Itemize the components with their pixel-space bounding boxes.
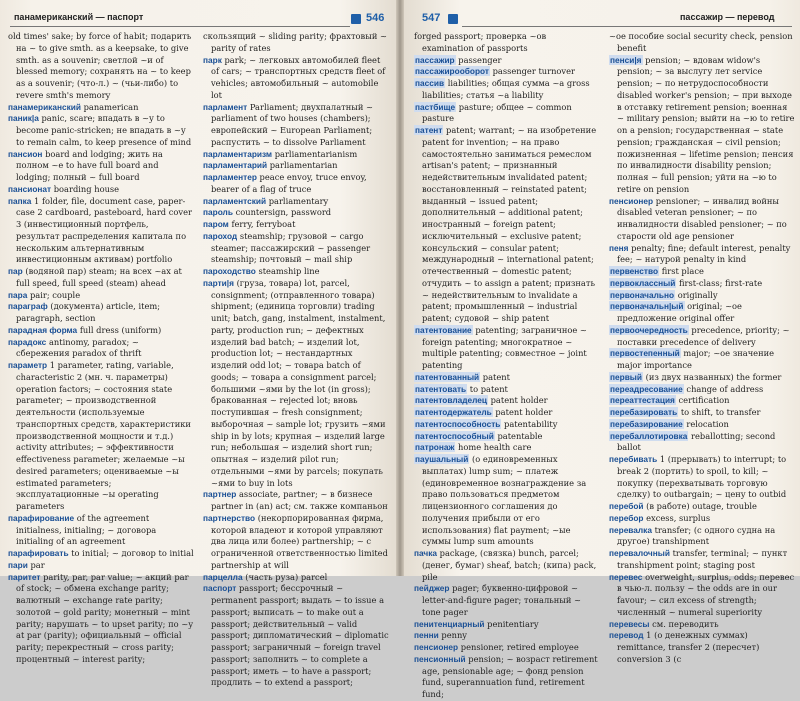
entry-headword: пенитенциарный [414,618,485,629]
dictionary-entry [414,642,600,654]
dictionary-entry [8,184,194,196]
entry-headword: парламент [203,101,248,112]
dictionary-entry [203,219,389,231]
entry-definition: patent holder [495,407,553,417]
entry-definition: penitentiary [487,618,539,629]
dictionary-entry [609,301,795,325]
dictionary-entry [203,149,389,161]
entry-headword: патентодержатель [415,407,492,417]
entry-definition: to initial; ~ договор to initial [71,548,194,558]
entry-headword: перебивать [609,454,658,464]
left-running-header: панамериканский — паспорт [14,12,144,22]
entry-headword: патронаж [415,442,455,453]
dictionary-entry [609,372,795,384]
dictionary-entry [8,102,194,114]
entry-headword: парадная форма [8,324,78,335]
entry-headword: парафирование [8,512,75,523]
entry-definition: patent holder [490,395,548,406]
dictionary-entry [414,55,600,67]
dictionary-entry [609,243,795,267]
left-column-2 [203,31,389,689]
dictionary-entry [609,395,795,407]
dictionary-entry [8,337,194,361]
entry-headword: паник|а [8,113,39,124]
entry-definition: см. переводить [652,618,719,629]
dictionary-entry [203,31,389,55]
entry-definition: (часть руза) parcel [245,571,328,582]
entry-definition: transfer; (с одного судна на другое) transhipment [617,524,776,547]
entry-headword: патентовладелец [415,395,487,406]
entry-definition: parity, par, par value; ~ акций par of stock; ~ обмена exchange parity; валютный ~ exchange rate parity; золотой ~ gold parity; монетный ~ mint parity; нарушать ~ to upset parity; по ~у at par (parity); официальный ~ official parity; перекрестный ~ cross parity; процентный ~ interest parity; [16,571,194,664]
entry-headword: парламентарий [203,160,268,171]
entry-definition: pasture; общее ~ common pasture [422,101,572,124]
entry-headword: пенсионный [414,653,466,664]
dictionary-entry [414,102,600,126]
entry-definition: first place [661,266,704,276]
entry-definition: (груза, товара) lot, parcel, consignment; (отправленного товара) shipment; (единица торговли) trading unit; batch, gang, instalment, instalment, party, production run; ~ дефектных изделий bad batch; ~ изделий lot, production lot; ~ нестандартных изделий odd lot; ~ товара batch of goods; ~ товара a consignment parcel; большими ~ями by the lot (in gross); бракованная ~ rejected lot; вновь поступившая ~ fresh consignment; выборочная ~ sample lot; грузить ~ями ship in by lots; крупная ~ изделий large run; небольшая ~ изделий short run; опытная ~ изделий pilot run; отдельными ~ями by parcels; покупать ~ями to buy in lots [211,277,386,488]
entry-headword: патентоспособность [415,418,501,429]
right-running-header: пассажир — перевод [680,12,775,22]
entry-definition: pension; ~ вдовам widow's pension; ~ за выслугу лет service pension; ~ по нетрудоспособности disabled worker's pension; ~ при выходе в отставку retirement pension; военная ~ military pension; выйти на ~ю to retire on a pension; государственная ~ state pension; гражданская ~ civil pension; пожизненная ~ lifetime pension; пенсия по инвалидности disability pension; полная ~ full pension; уйти на ~ю to retire on pension [617,54,795,194]
dictionary-entry [414,407,600,419]
dictionary-entry [203,55,389,102]
dictionary-entry [203,231,389,266]
right-column-2 [609,31,795,666]
dictionary-entry [414,630,600,642]
entry-headword: пеня [609,242,629,253]
entry-definition: passport; бессрочный ~ permanent passport; выдать ~ to issue a passport; выписать ~ to make out a passport; действительный ~ valid passport; дипломатический ~ diplomatic passport; заграничный ~ foreign travel passport; заполнить ~ to complete a passport; иметь ~ to have a passport; продлить ~ to extend a passport; [211,583,389,688]
book-gutter [396,0,404,576]
entry-definition: package, (связка) bunch, parcel; (денег, бумаг) sheaf, batch; (кипа) pack, pile [422,548,597,582]
entry-headword: патентование [415,324,472,335]
dictionary-entry [609,31,795,55]
entry-headword: пансион [8,148,43,159]
dictionary-entry [609,290,795,302]
entry-definition: 1 folder, file, document case, paper-case 2 cardboard, pasteboard, hard cover 3 (инвестиционный портфель, результат распределения капитала по нескольким альтернативным инвестиционным активам) portfolio [16,195,192,265]
dictionary-entry [609,454,795,501]
dictionary-entry [8,572,194,666]
entry-definition: to patent [469,383,508,394]
entry-definition: penny [441,630,467,641]
right-page [400,0,800,699]
dictionary-entry [414,395,600,407]
entry-definition: home health care [457,442,532,453]
entry-headword: патент [415,125,443,135]
header-rule [10,26,350,27]
entry-definition: ferry, ferryboat [231,219,296,229]
dictionary-entry [609,196,795,243]
entry-definition: pension; ~ возраст retirement age, pensionable age; ~ фонд pension fund, superannuation fund, retirement fund; [422,653,598,699]
dictionary-entry [203,489,389,513]
dictionary-entry [609,419,795,431]
entry-definition: associate, partner; ~ в бизнесе partner in (an) act; см. также компаньон [211,489,388,511]
dictionary-entry [414,325,600,372]
dictionary-entry [8,31,194,102]
entry-definition: pair; couple [29,289,81,300]
dictionary-entry [203,513,389,572]
entry-definition: overweight, surplus, odds; перевес в чью-л. пользу ~ the odds are in our favour; ~ сил excess of strength; численный ~ numeral superiority [617,571,795,617]
entry-definition: скользящий ~ sliding parity; фрахтовый ~ parity of rates [203,31,387,53]
dictionary-entry [203,278,389,490]
right-column-1 [414,31,600,701]
entry-definition: pensioner; ~ инвалид войны disabled veteran pensioner; ~ по инвалидности disabled pensioner; ~ по старости old age pensioner [617,195,787,241]
dictionary-entry [609,548,795,572]
entry-headword: переадресование [610,383,683,394]
entry-definition: board and lodging; жить на полном ~е to have full board and lodging; полный ~ full board [16,148,163,182]
entry-definition: (в работе) outage, trouble [646,501,757,511]
dictionary-entry [609,55,795,196]
dictionary-entry [414,654,600,701]
dictionary-entry [414,66,600,78]
entry-headword: перевес [609,571,643,582]
entry-headword: пассив [415,78,445,88]
entry-definition: pager; буквенно-цифровой ~ letter-and-figure pager; тональный ~ tone pager [422,583,581,617]
entry-headword: переаттестация [610,395,675,406]
dictionary-entry [414,419,600,431]
left-page-number: 546 [366,12,385,24]
dictionary-entry [203,266,389,278]
entry-definition: old times' sake; by force of habit; подарить на ~ to give smth. as a keepsake, to give smth. as a souvenir; светлой ~и of blessed memory; сохранять на ~ to keep as a souvenir; (что-л.) ~ (чьи-либо) to revere smth's memory [8,31,192,100]
dictionary-entry [609,278,795,290]
entry-headword: папка [8,195,32,206]
entry-headword: пароль [203,207,233,218]
entry-headword: параграф [8,301,48,312]
entry-definition: passenger turnover [492,66,575,77]
entry-definition: steamship; грузовой ~ cargo steamer; пассажирский ~ passenger steamship; почтовый ~ mail ship [211,230,371,265]
dictionary-entry [203,196,389,208]
entry-headword: пенсионер [609,195,654,206]
entry-headword: партнер [203,489,237,500]
dictionary-entry [609,630,795,665]
entry-definition: park; ~ легковых автомобилей fleet of cars; ~ транспортных средств fleet of vehicles; автомобильный ~ automobile lot [211,54,386,100]
entry-definition: to shift, to transfer [680,407,761,417]
dictionary-entry [8,513,194,548]
entry-headword: паушальный [415,454,469,464]
entry-definition: parliamentarian [269,160,338,171]
entry-definition: ~ое пособие social security check, pension benefit [609,31,793,53]
entry-headword: перевалочный [609,548,670,558]
dictionary-entry [609,619,795,631]
entry-definition: panamerican [83,101,139,112]
entry-definition: parliamentary [268,195,329,206]
entry-definition: full dress (uniform) [79,324,162,335]
entry-headword: пансионат [8,183,52,194]
entry-definition: precedence, priority; ~ поставки precedence of delivery [617,324,790,347]
dictionary-entry [414,31,600,55]
dictionary-entry [609,513,795,525]
dictionary-entry [8,360,194,513]
entry-headword: пенсионер [414,642,459,652]
dictionary-entry [414,583,600,618]
dictionary-entry [8,325,194,337]
entry-definition: patent [482,371,510,382]
entry-definition: Parliament; двухпалатный ~ parliament of two houses (chambers); европейский ~ European Parliament; распустить ~ to dissolve Parliament [211,101,373,147]
entry-definition: of the agreement initialness, initialing; ~ договора initialing of an agreement [16,512,157,547]
entry-headword: пассажирооборот [415,66,489,77]
entry-headword: параметр [8,360,48,370]
entry-headword: парламентский [203,195,267,206]
dictionary-entry [203,172,389,196]
entry-definition: (из двух названных) the former [645,371,782,382]
entry-definition: patenting; заграничное ~ foreign patenting; многократное ~ multiple patenting; совместное ~ joint patenting [422,324,587,370]
entry-headword: парламентер [203,172,257,182]
dictionary-entry [609,572,795,619]
dictionary-entry [609,431,795,455]
dictionary-entry [8,560,194,572]
dictionary-entry [203,572,389,584]
left-page [0,0,400,688]
dictionary-entry [8,548,194,560]
left-column-1 [8,31,194,666]
dictionary-entry [8,301,194,325]
entry-definition: transfer, terminal; ~ пункт transhipment point; staging post [617,548,788,570]
entry-definition: par [30,559,45,570]
entry-headword: первоначальн|ый [610,301,684,312]
entry-headword: пейджер [414,583,450,594]
entry-headword: патентованный [415,371,480,382]
entry-headword: первый [610,371,642,382]
entry-headword: патентовать [415,383,467,394]
entry-headword: первостепенный [610,348,680,359]
entry-headword: патентоспособный [415,430,494,441]
dictionary-entry [414,619,600,631]
dictionary-entry [609,501,795,513]
entry-definition: peace envoy, truce envoy, bearer of a flag of truce [211,172,367,194]
entry-definition: boarding house [53,183,120,194]
entry-headword: перебой [609,501,644,511]
entry-definition: (водяной пар) steam; на всех ~ах at full speed, full speed (steam) ahead [16,266,182,288]
entry-definition: reballotting; second ballot [617,430,776,453]
entry-definition: (документа) article, item; paragraph, section [16,301,161,323]
entry-headword: перебазирование [610,418,683,429]
page-marker-square-icon [351,14,361,24]
entry-definition: 1 parameter, rating, variable, characteristic 2 (мн. ч. параметры) operation factors; ~ состояния state parameter; ~ производственной деятельности (используемые транспортных средств, характеристики производственной мощности и т.д.) activity attributes; ~ эффективности effectiveness parameter; желаемые ~ы desired parameters; оцениваемые ~ы estimated parameters; эксплуатационные ~ы operating parameters [16,360,191,511]
entry-headword: парадокс [8,336,47,347]
entry-definition: passenger [458,54,502,65]
entry-headword: пари [8,559,28,570]
entry-headword: перебаллотировка [610,430,688,441]
entry-definition: change of address [686,383,764,394]
dictionary-entry [8,266,194,290]
dictionary-entry [414,548,600,583]
entry-headword: пара [8,289,28,300]
entry-definition: panic, scare; впадать в ~у to become panic-stricken; не впадать в ~у to remain calm, to keep presence of mind [16,113,192,147]
page-marker-square-icon [448,14,458,24]
entry-definition: 1 (прерывать) to interrupt; to break 2 (портить) to spoil, to kill; ~ покупку (перехватывать торговую сделку) to outbargain; ~ цену to outbid [617,454,787,500]
dictionary-entry [203,583,389,689]
dictionary-entry [8,149,194,184]
dictionary-entry [414,454,600,548]
entry-definition: liabilities; общая сумма ~a gross liabilities; статья ~а liability [422,78,590,100]
entry-definition: patentable [497,430,543,441]
entry-definition: (некорпорированная фирма, которой владеют и которой управляют два лица или более) partnership; ~ с ограниченной ответственностью limited partnership at will [211,512,388,570]
entry-definition: original; ~ое предложение original offer [617,301,742,323]
right-page-number: 547 [422,12,441,24]
dictionary-entry [203,102,389,149]
header-rule [462,26,792,27]
entry-definition: patentability [504,418,558,429]
entry-headword: парафировать [8,548,69,558]
entry-definition: patent; warrant; ~ на изобретение patent for invention; ~ на право самостоятельно заниматься ремеслом artisan's patent; ~ признанный недействительным invalidated patent; восстановленный ~ reinstated patent; выданный ~ issued patent; дополнительный ~ additional patent; иностранный ~ foreign patent; исключительный ~ exclusive patent; консульский ~ consular patent; международный ~ international patent; отечественный ~ domestic patent; отчудить ~ to assign a patent; признать ~ недействительным to invalidate a patent; промышленный ~ industrial patent; судовой ~ ship patent [422,125,597,323]
dictionary-entry [609,348,795,372]
dictionary-entry [609,384,795,396]
entry-headword: паром [203,219,229,229]
entry-definition: parliamentarianism [274,148,358,159]
entry-headword: пастбище [415,101,456,112]
dictionary-entry [414,431,600,443]
entry-definition: steamship line [258,266,320,276]
entry-definition: excess, surplus [646,512,711,523]
entry-definition: originally [677,289,718,300]
entry-headword: перевалка [609,524,652,535]
dictionary-entry [414,384,600,396]
entry-definition: penalty; fine; default interest, penalty fee; ~ натурой penalty in kind [617,242,791,265]
entry-headword: пачка [414,548,438,558]
entry-headword: первоочередность [610,324,688,335]
entry-definition: countersign, password [235,207,332,218]
dictionary-entry [203,207,389,219]
entry-definition: relocation [686,418,729,429]
entry-definition: antinomy, paradox; ~ сбережения paradox of thrift [16,336,142,359]
entry-headword: пароходство [203,266,256,276]
entry-headword: пенси|я [610,54,642,65]
dictionary-entry [609,266,795,278]
entry-definition: first-class; first-rate [678,277,763,288]
dictionary-entry [609,407,795,419]
entry-headword: пар [8,266,23,276]
entry-definition: 1 (о денежных суммах) remittance, transfer 2 (пересчет) conversion 3 (с [617,630,760,664]
dictionary-entry [8,196,194,267]
entry-headword: пассажир [415,54,455,65]
entry-definition: (о единовременных выплатах) lump sum; ~ платеж (единовременное вознаграждение за право пользоваться предметом лицензионного соглашения до получения прибыли от его использования) flat payment; ~ые суммы lump sum amounts [422,454,587,547]
entry-headword: парк [203,54,222,65]
entry-headword: первенство [610,266,659,276]
entry-headword: перевод [609,630,644,641]
entry-headword: перевесы [609,618,650,629]
dictionary-entry [414,125,600,325]
dictionary-entry [8,290,194,302]
entry-definition: certification [678,395,730,406]
entry-headword: первоначально [610,289,675,300]
entry-headword: парламентаризм [203,148,273,159]
entry-headword: паритет [8,571,41,582]
entry-headword: панамериканский [8,101,81,112]
entry-headword: перебазировать [610,407,678,417]
entry-headword: парцелла [203,571,243,582]
dictionary-entry [609,525,795,549]
entry-headword: парти|я [203,277,234,288]
entry-headword: пенни [414,630,439,641]
dictionary-entry [414,442,600,454]
dictionary-entry [8,113,194,148]
entry-headword: паспорт [203,583,237,594]
entry-definition: major; ~ое значение major importance [617,348,775,370]
entry-definition: pensioner, retired employee [460,642,579,652]
dictionary-entry [414,78,600,102]
entry-headword: перебор [609,512,644,523]
entry-headword: пароход [203,230,238,241]
entry-definition: forged passport; проверка ~ов examination of passports [414,31,547,53]
dictionary-entry [414,372,600,384]
dictionary-entry [203,160,389,172]
dictionary-entry [609,325,795,349]
entry-headword: первоклассный [610,277,676,288]
entry-headword: партнерство [203,512,256,523]
